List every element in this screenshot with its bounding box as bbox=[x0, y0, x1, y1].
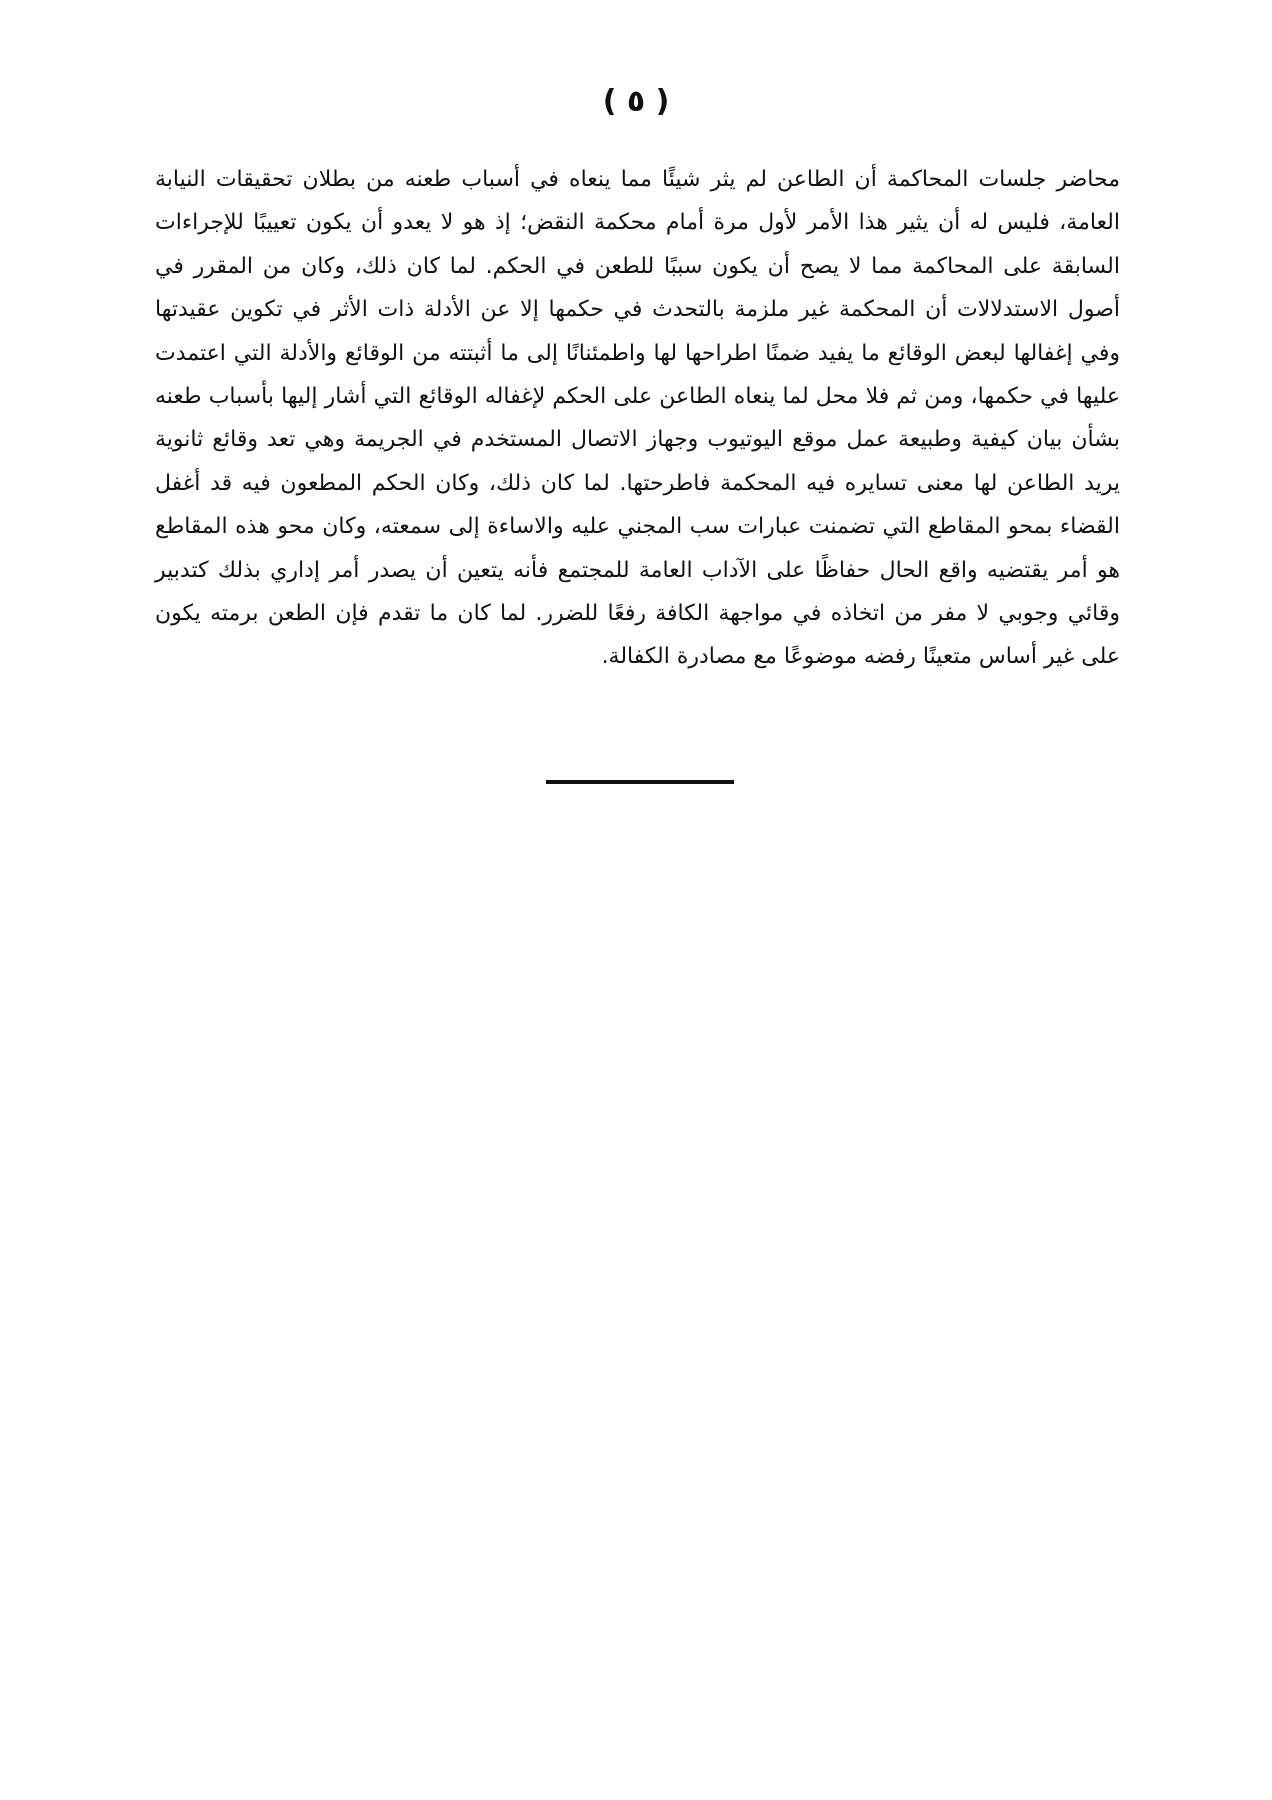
body-paragraph: محاضر جلسات المحاكمة أن الطاعن لم يثر شيئًا مما ينعاه في أسباب طعنه من بطلان تحقيقات النيابة العامة، فليس له أن يثير هذا الأمر لأول مرة أمام محكمة النقض؛ إذ هو لا يعدو أن يكون تعييبًا للإجراءات السابقة على المحاكمة مما لا يصح أن يكون سببًا للطعن في الحكم. لما كان ذلك، وكان من المقرر في أصول الاستدلالات أن المحكمة غير ملزمة بالتحدث في حكمها إلا عن الأدلة ذات الأثر في تكوين عقيدتها وفي إغفالها لبعض الوقائع ما يفيد ضمنًا اطراحها لها واطمئنانًا إلى ما أثبتته من الوقائع والأدلة التي اعتمدت عليها في حكمها، ومن ثم فلا محل لما ينعاه الطاعن على الحكم لإغفاله الوقائع التي أشار إليها بأسباب طعنه بشأن بيان كيفية وطبيعة عمل موقع اليوتيوب وجهاز الاتصال المستخدم في الجريمة وهي تعد وقائع ثانوية يريد الطاعن لها معنى تسايره فيه المحكمة فاطرحتها. لما كان ذلك، وكان الحكم المطعون فيه قد أغفل القضاء بمحو المقاطع التي تضمنت عبارات سب المجني عليه والاساءة إلى سمعته، وكان محو هذه المقاطع هو أمر يقتضيه واقع الحال حفاظًا على الآداب العامة للمجتمع فأنه يتعين أن يصدر أمر إداري بذلك كتدبير وقائي وجوبي لا مفر من اتخاذه في مواجهة الكافة رفعًا للضرر. لما كان ما تقدم فإن الطعن برمته يكون على غير أساس متعينًا رفضه موضوعًا مع مصادرة الكفالة. bbox=[155, 167, 1120, 670]
end-of-text-divider bbox=[546, 780, 734, 784]
page-number: ( ٥ ) bbox=[602, 84, 670, 119]
